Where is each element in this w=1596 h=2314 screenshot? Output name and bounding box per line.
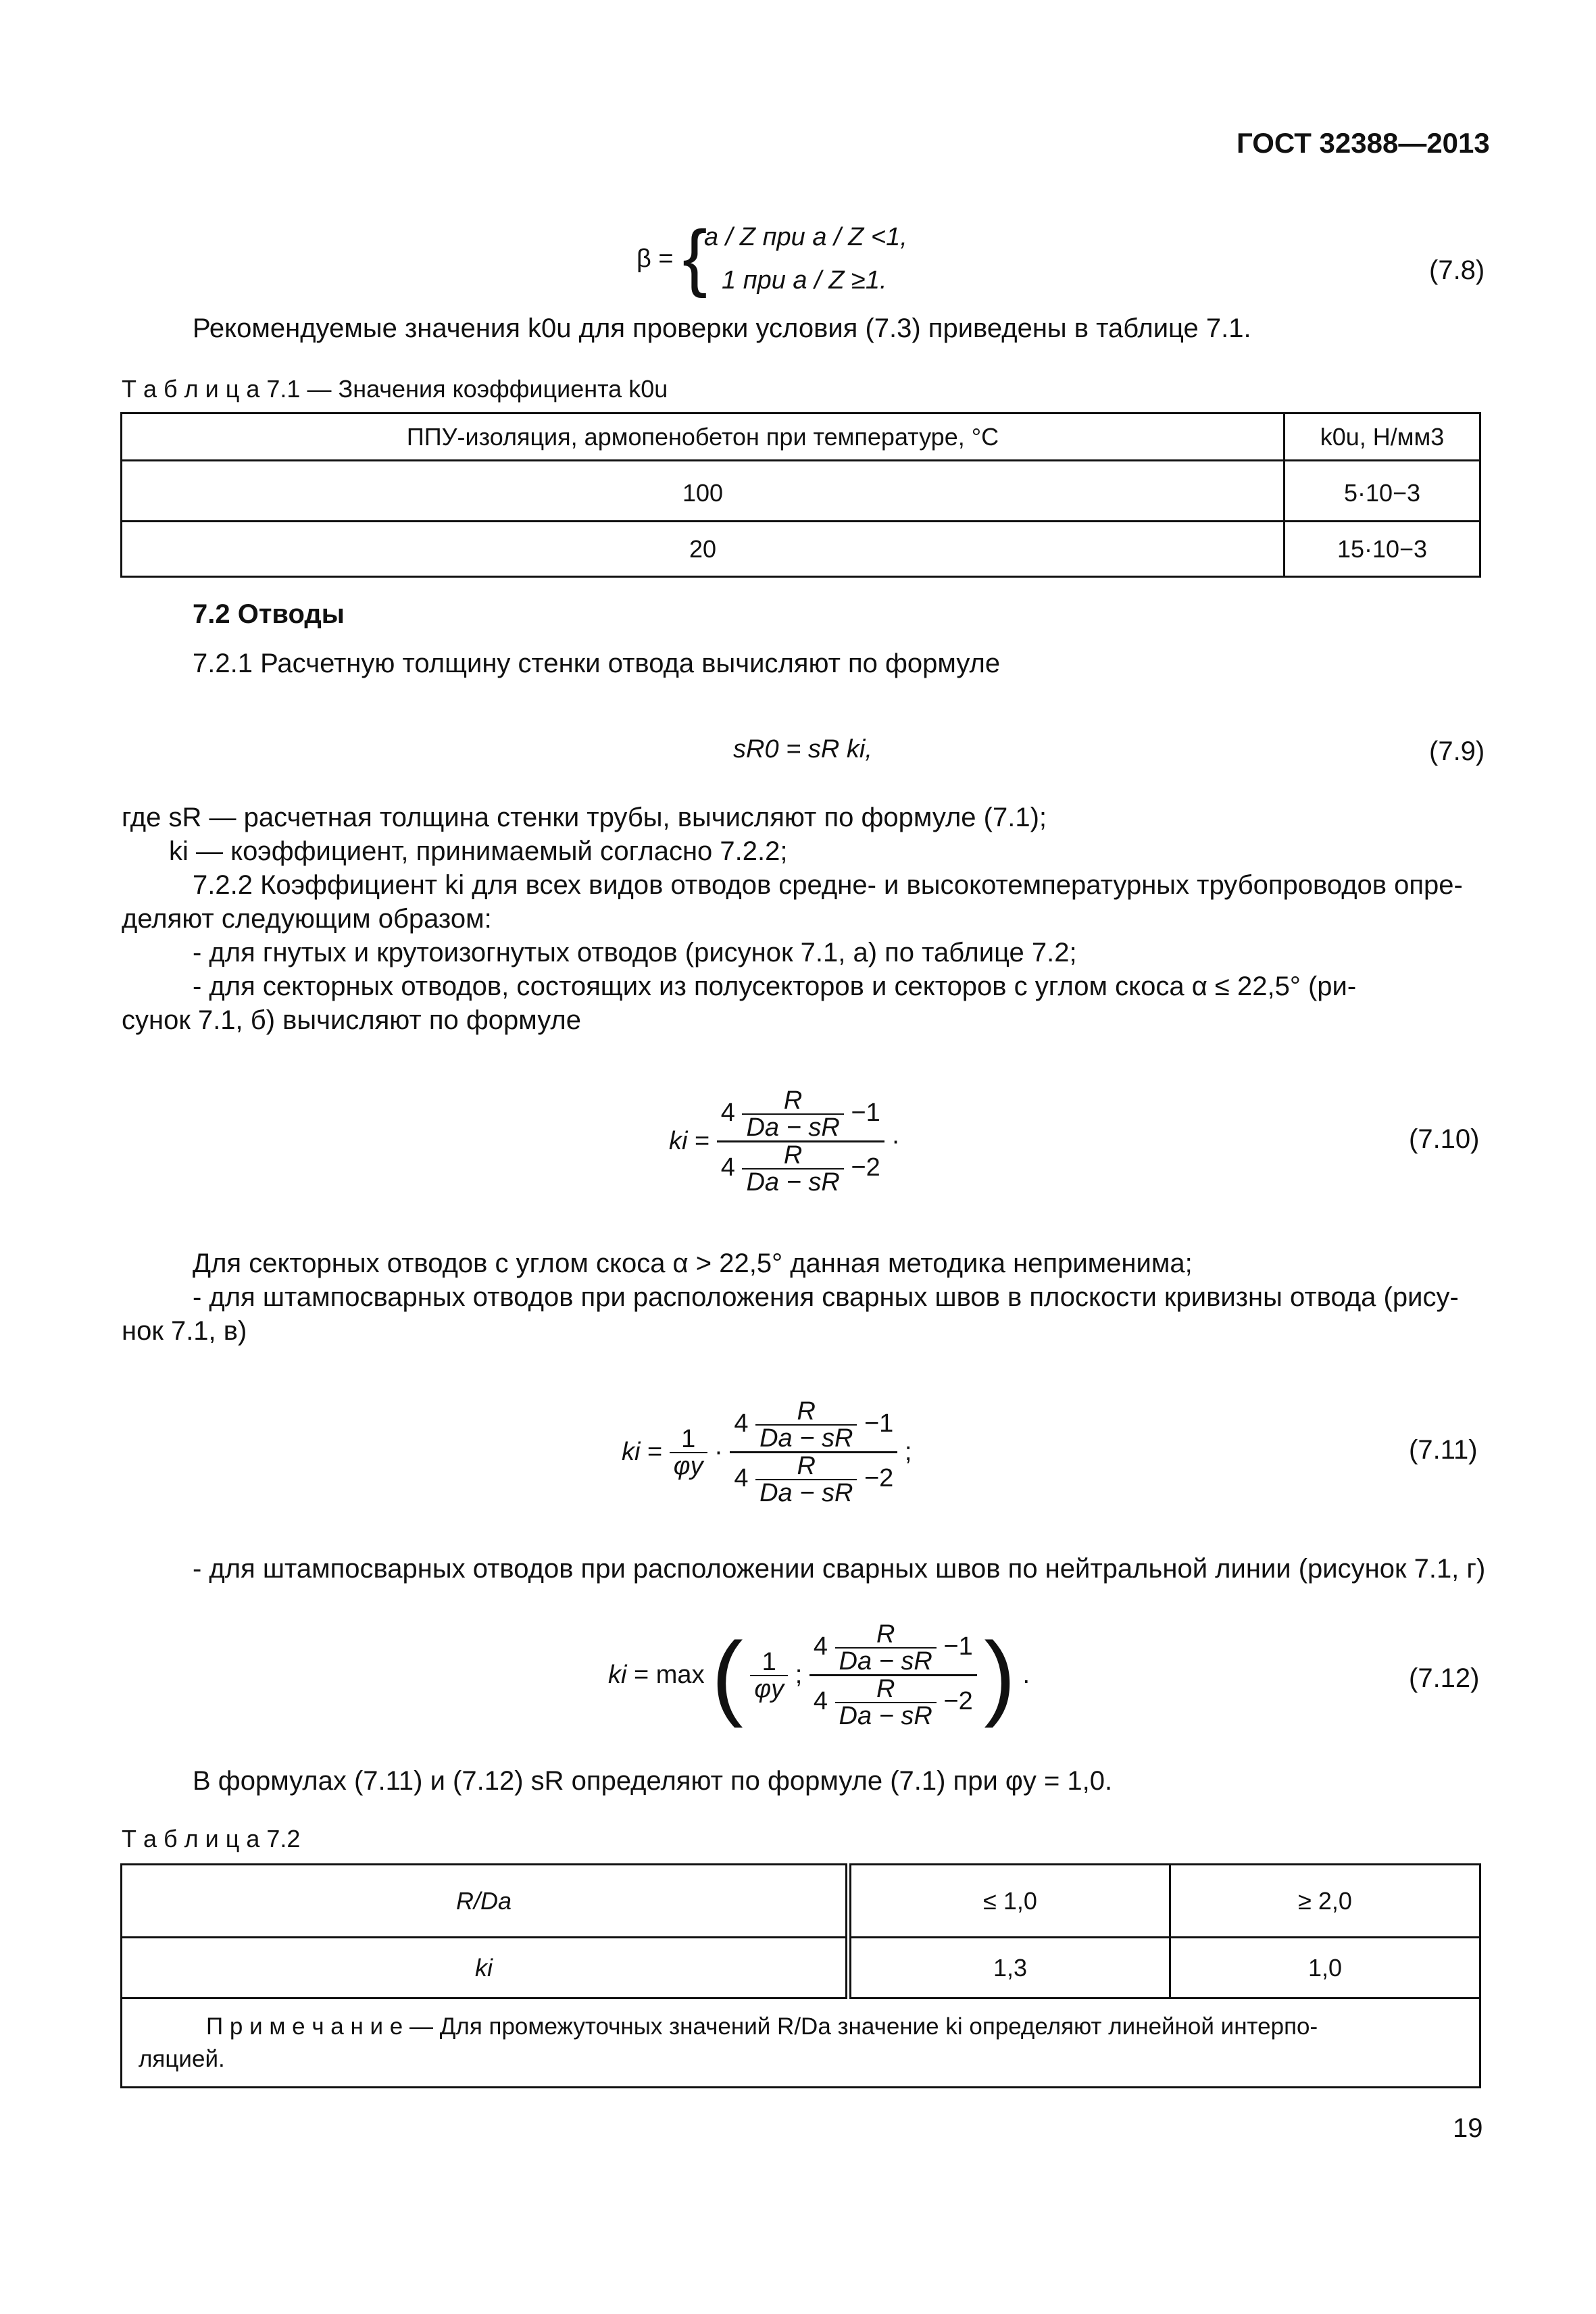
bullet-welded-neutral: - для штампосварных отводов при расположении сварных швов по нейтральной линии (рисунок 7.1, г) — [193, 1554, 1486, 1584]
table-7-1-row-2-temp: 20 — [122, 522, 1285, 577]
formula-7-11-number: (7.11) — [1409, 1435, 1478, 1465]
formula-7-8-number: (7.8) — [1429, 255, 1485, 285]
table-7-1-row-1-value: 5·10−3 — [1285, 466, 1480, 522]
bullet-sector-bends-line1: - для секторных отводов, состоящих из полусекторов и секторов с углом скоса α ≤ 22,5° (ри- — [193, 972, 1357, 1001]
paragraph-7-2-2-line2: деляют следующим образом: — [122, 904, 492, 934]
formula-7-10: ki = 4 $\frac{R}{Da - sR}$ −1 4 $\frac{R}{Da - sR}$ −2 · — [669, 1086, 900, 1197]
table-7-2-ki-ge2: 1,0 — [1170, 1938, 1480, 1998]
section-title-7-2: 7.2 Отводы — [193, 599, 345, 629]
table-7-2-header-ge2: ≥ 2,0 — [1170, 1865, 1480, 1938]
formula-7-12-number: (7.12) — [1409, 1663, 1480, 1693]
paragraph-formulas-note: В формулах (7.11) и (7.12) sR определяют по формуле (7.1) при φy = 1,0. — [193, 1766, 1113, 1796]
table-7-1 — [120, 412, 1481, 578]
table-7-2-note-line1: П р и м е ч а н и е — Для промежуточных значений R/Da значение ki определяют линейной интерпо- — [206, 2013, 1318, 2040]
formula-7-10-number: (7.10) — [1409, 1124, 1480, 1154]
formula-7-8-lhs: β = — [637, 245, 674, 273]
formula-7-8-line1: a / Z при a / Z <1, — [704, 223, 907, 251]
table-7-1-row-2-value: 15·10−3 — [1285, 522, 1480, 577]
paragraph-sector-limit: Для секторных отводов с углом скоса α > 22,5° данная методика неприменима; — [193, 1249, 1193, 1278]
formula-7-11: ki = $\frac{1}{\varphi y}$ · 4 $\frac{R}{Da - sR}$ −1 4 $\frac{R}{Da - sR}$ −2 ; — [622, 1397, 912, 1507]
definition-sR: где sR — расчетная толщина стенки трубы, вычисляют по формуле (7.1); — [122, 803, 1047, 832]
table-7-2-header-le1: ≤ 1,0 — [849, 1865, 1170, 1938]
definition-ki: ki — коэффициент, принимаемый согласно 7.2.2; — [169, 836, 788, 866]
table-7-2-caption: Т а б л и ц а 7.2 — [122, 1825, 301, 1853]
paragraph-7-2-2-line1: 7.2.2 Коэффициент ki для всех видов отводов средне- и высокотемпературных трубопроводов опре- — [193, 870, 1463, 900]
table-7-2-row-ki: ki — [122, 1938, 849, 1998]
bullet-bent-bends: - для гнутых и крутоизогнутых отводов (рисунок 7.1, а) по таблице 7.2; — [193, 938, 1077, 967]
table-7-2-ki-le1: 1,3 — [849, 1938, 1170, 1998]
bullet-welded-curvature-line1: - для штампосварных отводов при расположения сварных швов в плоскости кривизны отвода (рису- — [193, 1282, 1459, 1312]
page-number: 19 — [1453, 2113, 1483, 2143]
table-7-2-note-line2: ляцией. — [139, 2045, 225, 2072]
table-7-1-header-k0u: k0u, Н/мм3 — [1285, 413, 1480, 461]
paragraph-7-2-1: 7.2.1 Расчетную толщину стенки отвода вычисляют по формуле — [193, 649, 1001, 678]
table-7-2-header-ratio: R/Da — [122, 1865, 849, 1938]
table-7-1-caption: Т а б л и ц а 7.1 — Значения коэффициента k0u — [122, 375, 668, 403]
table-7-2 — [120, 1863, 1481, 2088]
table-7-1-header-temp: ППУ-изоляция, армопенобетон при температуре, °С — [122, 413, 1285, 461]
paragraph-recommended: Рекомендуемые значения k0u для проверки условия (7.3) приведены в таблице 7.1. — [193, 313, 1251, 343]
brace-icon: { — [682, 216, 707, 299]
table-7-1-row-1-temp: 100 — [122, 466, 1285, 522]
bullet-sector-bends-line2: сунок 7.1, б) вычисляют по формуле — [122, 1005, 581, 1035]
formula-7-10-ki: ki — [669, 1127, 688, 1155]
formula-7-9-number: (7.9) — [1429, 736, 1485, 766]
formula-7-9: sR0 = sR ki, — [733, 735, 872, 763]
table-7-2-note — [122, 1998, 1480, 2088]
formula-7-12: ki = max ( $\frac{1}{\varphi y}$ ; 4 $\frac{R}{Da - sR}$ −1 4 $\frac{R}{Da - sR}$ −2 ) . — [608, 1620, 1030, 1730]
document-header: ГОСТ 32388—2013 — [1237, 127, 1490, 159]
formula-7-10-fraction: 4 $\frac{R}{Da - sR}$ −1 4 $\frac{R}{Da - sR}$ −2 — [717, 1088, 884, 1195]
formula-7-8-line2: 1 при a / Z ≥1. — [722, 266, 887, 295]
bullet-welded-curvature-line2: нок 7.1, в) — [122, 1316, 247, 1346]
